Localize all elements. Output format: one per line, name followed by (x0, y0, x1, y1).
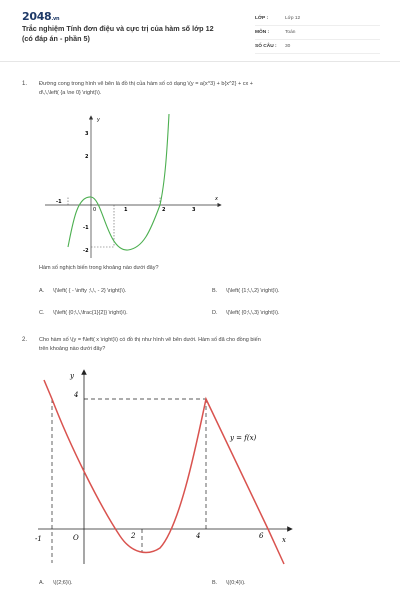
q2-option-a-text: \((2;6)\). (53, 580, 73, 586)
q1-option-b-letter: B. (212, 288, 218, 294)
q1-y-label: y (97, 117, 100, 123)
q2-option-a[interactable] (39, 580, 73, 586)
q1-x-tick-neg1: -1 (56, 199, 62, 205)
q2-option-b-letter: B. (212, 580, 218, 586)
meta-class-row (255, 14, 380, 26)
q1-y-tick-3: 3 (85, 131, 89, 137)
q2-x-tick-2: 2 (131, 532, 136, 540)
meta-count-value: 30 (285, 44, 291, 49)
question-1-prompt: Hàm số nghịch biến trong khoảng nào dưới đây? (39, 265, 159, 271)
question-2-line-1: Cho hàm số \(y = f\left( x \right)\) có đồ thị như hình vẽ bên dưới. Hàm số đã cho đồng biến (39, 337, 261, 343)
q1-y-tick-2: 2 (85, 154, 89, 160)
q2-x-tick-neg1: -1 (35, 535, 42, 543)
meta-count-row (255, 42, 380, 54)
q1-x-tick-3: 3 (192, 207, 196, 213)
question-1-text (39, 80, 384, 98)
question-1-line-1: Đường cong trong hình vẽ bên là đồ thị của hàm số có dạng \(y = a{x^3} + b{x^2} + cx + (39, 81, 253, 87)
meta-class-label: LỚP : (255, 16, 269, 21)
q1-x-label: x (215, 196, 218, 202)
q2-y-label: y (70, 372, 74, 380)
q1-option-a-text: \(\left( { - \infty ;\,\, - 2} \right)\). (53, 288, 127, 294)
document-title (22, 24, 237, 43)
q1-origin-label: 0 (93, 207, 97, 213)
meta-count-label: SỐ CÂU : (255, 44, 277, 49)
q1-option-d-letter: D. (212, 310, 218, 316)
meta-subject-value: Toán (285, 30, 296, 35)
q1-option-a[interactable] (39, 288, 126, 294)
q1-option-c-letter: C. (39, 310, 45, 316)
title-line-1: Trắc nghiệm Tính đơn điệu và cực trị của hàm số lớp 12 (22, 24, 214, 33)
page-header (0, 0, 400, 62)
site-logo[interactable]: 2048.vn (22, 10, 60, 23)
meta-subject-row (255, 28, 380, 40)
question-2-graph (30, 366, 300, 566)
question-2-number: 2. (22, 337, 28, 343)
q1-y-tick-neg2: -2 (83, 248, 89, 254)
q1-option-d-text: \(\left( {0;\,\,3} \right)\). (226, 310, 280, 316)
q2-y-tick-4: 4 (74, 391, 79, 399)
q1-option-c[interactable] (39, 310, 128, 316)
question-1-number: 1. (22, 81, 28, 87)
q1-option-d[interactable] (212, 310, 280, 316)
q1-option-b-text: \(\left( {1;\,\,2} \right)\). (226, 288, 280, 294)
q1-option-c-text: \(\left( {0;\,\,\frac{1}{2}} \right)\). (53, 310, 128, 316)
q2-curve (44, 380, 284, 564)
q1-option-a-letter: A. (39, 288, 45, 294)
q2-function-label: y = f(x) (230, 434, 257, 442)
q2-option-b-text: \((0;4)\). (226, 580, 246, 586)
meta-class-value: Lớp 12 (285, 16, 301, 21)
question-2-text (39, 336, 384, 354)
q1-x-tick-1: 1 (124, 207, 128, 213)
q1-x-tick-2: 2 (162, 207, 166, 213)
meta-subject-label: MÔN : (255, 30, 270, 35)
q2-option-a-letter: A. (39, 580, 45, 586)
question-2-line-2: trên khoảng nào dưới đây? (39, 346, 106, 352)
question-1-graph (45, 112, 225, 260)
q2-option-b[interactable] (212, 580, 246, 586)
q1-option-b[interactable] (212, 288, 280, 294)
q1-y-tick-neg1: -1 (83, 225, 89, 231)
question-1-line-2: d\,\,\left( {a \ne 0} \right)\). (39, 90, 102, 96)
q2-x-tick-4: 4 (196, 532, 201, 540)
q2-x-tick-6: 6 (259, 532, 264, 540)
q2-origin-label: O (73, 534, 79, 542)
title-line-2: (có đáp án - phần 5) (22, 33, 90, 43)
q2-x-label: x (282, 536, 286, 544)
